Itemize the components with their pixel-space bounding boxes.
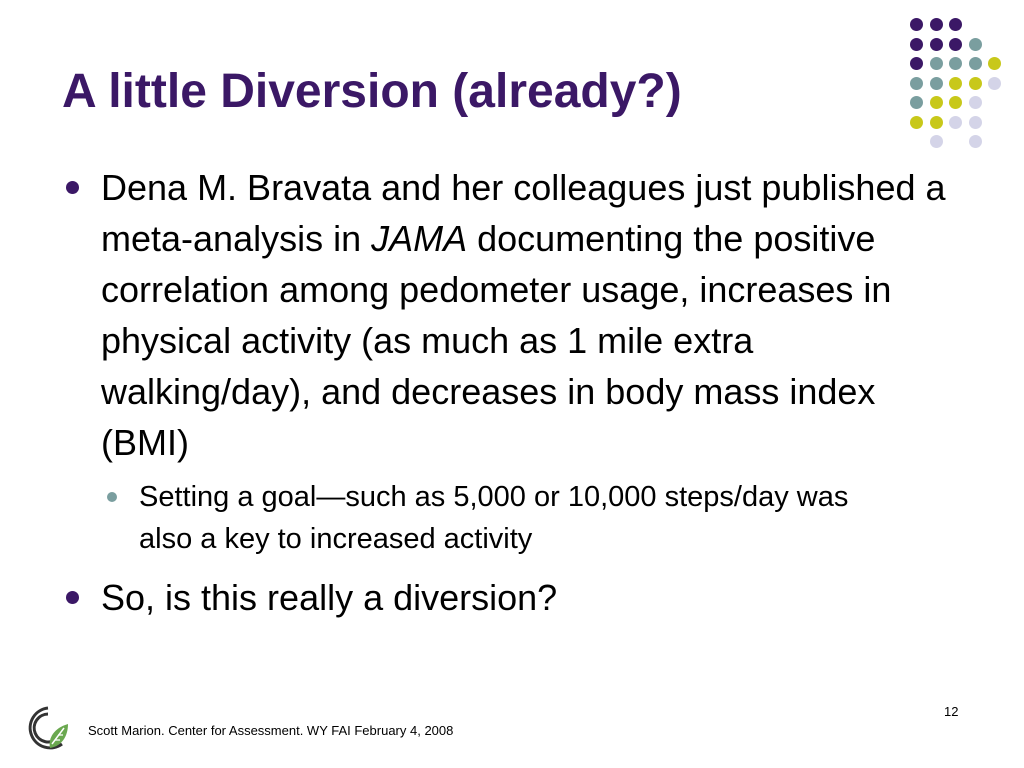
footer-text: Scott Marion. Center for Assessment. WY FAI February 4, 2008: [88, 723, 454, 738]
decorative-dot: [949, 116, 962, 129]
decorative-dot: [969, 135, 982, 148]
bullet-text-segment: Dena M. Bravata and her colleagues just published a meta-analysis in: [101, 167, 946, 259]
decorative-dot: [949, 96, 962, 109]
bullet-dot-icon: [66, 181, 79, 194]
decorative-dot: [930, 38, 943, 51]
bullet-item: [62, 162, 962, 468]
decorative-dot: [930, 18, 943, 31]
decorative-dot: [969, 57, 982, 70]
decorative-dot: [910, 77, 923, 90]
decorative-dot: [969, 116, 982, 129]
decorative-dot: [988, 57, 1001, 70]
slide-body: [62, 162, 962, 623]
slide-title: A little Diversion (already?): [62, 65, 682, 118]
page-number: 12: [944, 704, 959, 719]
decorative-dot: [949, 38, 962, 51]
decorative-dot: [949, 57, 962, 70]
center-for-assessment-logo-icon: [22, 704, 72, 752]
sub-bullet-item: [62, 476, 899, 560]
bullet-text: [101, 167, 946, 463]
decorative-dot: [910, 116, 923, 129]
journal-name: JAMA: [371, 218, 468, 259]
sub-bullet-dot-icon: [107, 492, 117, 502]
decorative-dot: [930, 96, 943, 109]
decorative-dot: [969, 77, 982, 90]
decorative-dot: [910, 96, 923, 109]
decorative-dot: [910, 18, 923, 31]
decorative-dot: [969, 96, 982, 109]
sub-bullet-text: Setting a goal—such as 5,000 or 10,000 steps/day was also a key to increased activity: [139, 481, 849, 555]
decorative-dot: [930, 116, 943, 129]
decorative-dot: [910, 38, 923, 51]
decorative-dot: [930, 77, 943, 90]
decorative-dot: [988, 77, 1001, 90]
decorative-dot: [949, 18, 962, 31]
decorative-dot: [969, 38, 982, 51]
decorative-dot: [910, 57, 923, 70]
decorative-dot: [930, 135, 943, 148]
decorative-dot-grid: [900, 10, 1010, 170]
bullet-text: So, is this really a diversion?: [101, 577, 558, 618]
decorative-dot: [930, 57, 943, 70]
bullet-dot-icon: [66, 591, 79, 604]
decorative-dot: [949, 77, 962, 90]
bullet-item: [62, 572, 962, 623]
bullet-text-segment: documenting the positive correlation among pedometer usage, increases in physical activity (as much as 1 mile extra walking/day), and decreases in body mass index (BMI): [101, 218, 892, 463]
